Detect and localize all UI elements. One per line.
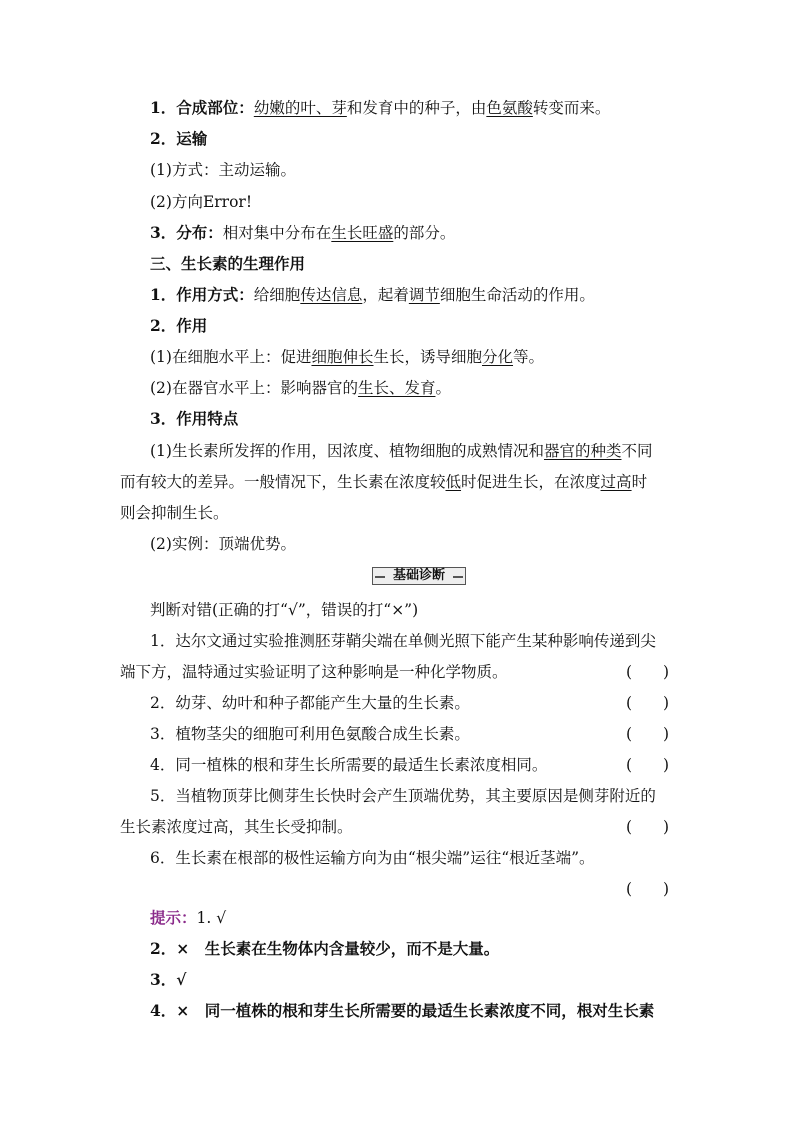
features-paragraph-line-1: (1)生长素所发挥的作用，因浓度、植物细胞的成熟情况和器官的种类不同 <box>150 442 653 460</box>
question-3: 3．植物茎尖的细胞可利用色氨酸合成生长素。 <box>150 725 470 743</box>
transport-heading: 2．运输 <box>150 129 208 148</box>
answer-blank-6: ( ) <box>626 880 670 898</box>
hint-line-3: 3．√ <box>150 970 187 989</box>
section-heading: 三、生长素的生理作用 <box>150 254 306 273</box>
synthesis-underline-2: 色氨酸 <box>486 99 533 117</box>
effects-organ-level: (2)在器官水平上：影响器官的生长、发育。 <box>150 379 451 397</box>
answer-blank-4: ( ) <box>626 756 670 774</box>
features-example: (2)实例：顶端优势。 <box>150 535 296 553</box>
answer-blank-5: ( ) <box>626 818 670 836</box>
hint-line-4: 4．× 同一植株的根和芽生长所需要的最适生长素浓度不同，根对生长素 <box>150 1001 655 1020</box>
transport-direction: (2)方向Error! <box>150 193 253 211</box>
distribution-line: 3．分布：相对集中分布在生长旺盛的部分。 <box>150 223 456 242</box>
synthesis-label: 1．合成部位： <box>150 98 254 117</box>
hint-line-1: 提示：1. √ <box>150 908 227 927</box>
hint-label: 提示： <box>150 908 197 927</box>
synthesis-underline-1: 幼嫩的叶、芽 <box>253 99 347 117</box>
judge-instruction: 判断对错(正确的打“√”，错误的打“×”) <box>150 601 419 619</box>
effects-heading: 2．作用 <box>150 316 208 335</box>
answer-blank-3: ( ) <box>626 725 670 743</box>
mode-of-action-line: 1．作用方式：给细胞传达信息，起着调节细胞生命活动的作用。 <box>150 285 595 304</box>
transport-mode: (1)方式：主动运输。 <box>150 161 296 179</box>
question-1-line-1: 1．达尔文通过实验推测胚芽鞘尖端在单侧光照下能产生某种影响传递到尖 <box>150 632 656 650</box>
question-6: 6．生长素在根部的极性运输方向为由“根尖端”运往“根近茎端”。 <box>150 849 595 867</box>
question-5-line-2: 生长素浓度过高，其生长受抑制。 <box>120 818 353 836</box>
question-5-line-1: 5．当植物顶芽比侧芽生长快时会产生顶端优势，其主要原因是侧芽附近的 <box>150 787 656 805</box>
answer-blank-1: ( ) <box>626 663 670 681</box>
features-heading: 3．作用特点 <box>150 409 239 428</box>
effects-cell-level: (1)在细胞水平上：促进细胞伸长生长，诱导细胞分化等。 <box>150 348 545 366</box>
features-paragraph-line-2: 而有较大的差异。一般情况下，生长素在浓度较低时促进生长，在浓度过高时 <box>120 473 648 491</box>
hint-line-2: 2．× 生长素在生物体内含量较少，而不是大量。 <box>150 939 500 958</box>
question-1-line-2: 端下方，温特通过实验证明了这种影响是一种化学物质。 <box>120 663 508 681</box>
features-paragraph-line-3: 则会抑制生长。 <box>120 504 229 522</box>
basic-diagnosis-badge: 基础诊断 <box>372 567 466 585</box>
synthesis-line: 1．合成部位：幼嫩的叶、芽和发育中的种子，由色氨酸转变而来。 <box>150 98 611 117</box>
question-4: 4．同一植株的根和芽生长所需要的最适生长素浓度相同。 <box>150 756 548 774</box>
question-2: 2．幼芽、幼叶和种子都能产生大量的生长素。 <box>150 694 470 712</box>
answer-blank-2: ( ) <box>626 694 670 712</box>
distribution-underline: 生长旺盛 <box>331 224 394 242</box>
